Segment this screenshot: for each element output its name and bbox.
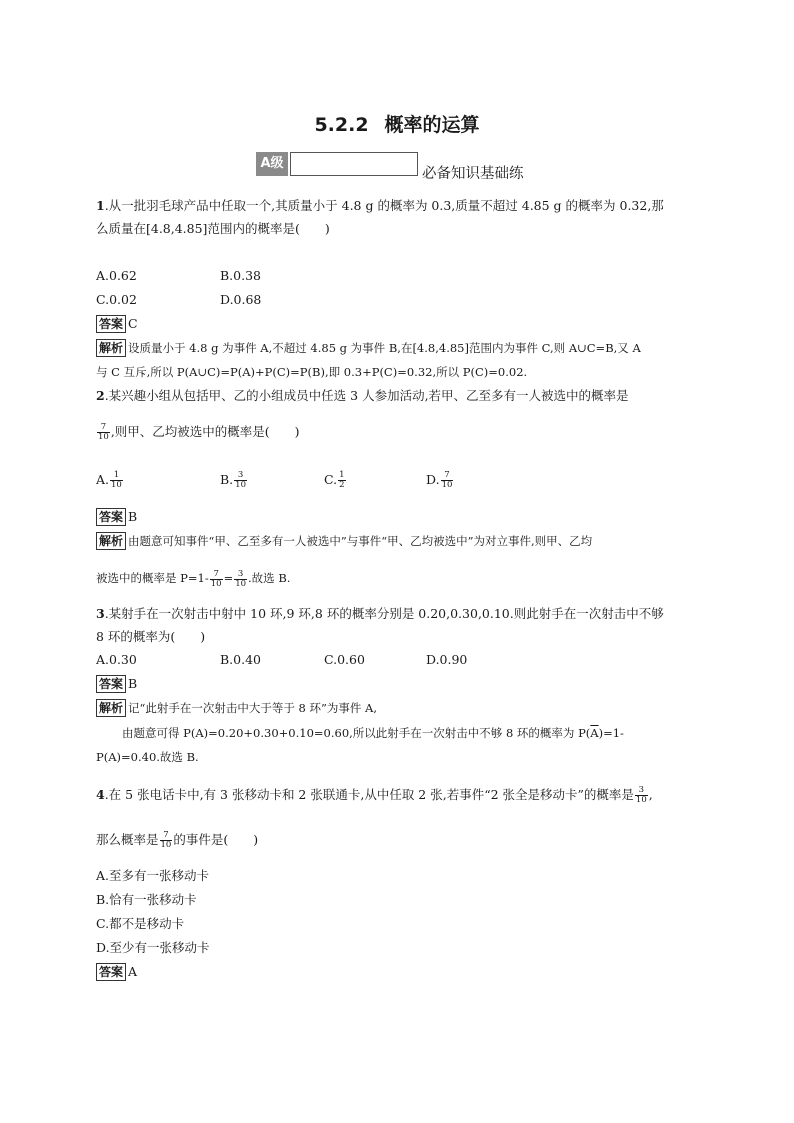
q3-analysis-line3: P(A)=0.40.故选 B. xyxy=(96,750,199,764)
q3-analysis-text-1: 记“此射手在一次射击中大于等于 8 环”为事件 A, xyxy=(128,701,378,715)
q3-stem-line2: 8 环的概率为( ) xyxy=(96,629,206,644)
q4-number: 4 xyxy=(96,787,105,802)
section-title: 概率的运算 xyxy=(384,114,480,136)
q3-option-b: B.0.40 xyxy=(220,652,261,667)
q3-text-1: .某射手在一次射击中射中 10 环,9 环,8 环的概率分别是 0.20,0.30,0.10.则此射手在一次射击中不够 xyxy=(104,606,664,621)
q4-stem-line1: 4.在 5 张电话卡中,有 3 张移动卡和 2 张联通卡,从中任取 2 张,若事件“2 张全是移动卡”的概率是 $\frac{3}{10}$ , xyxy=(96,785,653,805)
q2-answer xyxy=(96,507,137,527)
q1-option-d: D.0.68 xyxy=(220,292,262,307)
q2-text-2: ,则甲、乙均被选中的概率是( ) xyxy=(110,424,300,439)
q3-analysis-line1 xyxy=(96,698,377,718)
level-badge: A级 xyxy=(256,152,288,176)
q3-analysis-line2: 由题意可得 P(A)=0.20+0.30+0.10=0.60,所以此射手在一次射击中不够 8 环的概率为 $P(\overline{A})=1-$ xyxy=(122,726,624,740)
q2-text-1: .某兴趣小组从包括甲、乙的小组成员中任选 3 人参加活动,若甲、乙至多有一人被选中的概率是 xyxy=(104,388,629,403)
q2-option-a: A. $\frac{1}{10}$ xyxy=(96,470,122,490)
q4-stem-line2: 那么概率是 $\frac{7}{10}$ 的事件是( ) xyxy=(96,830,259,850)
q3-option-a: A.0.30 xyxy=(96,652,137,667)
q1-analysis-text-1: 设质量小于 4.8 g 为事件 A,不超过 4.85 g 为事件 B,在[4.8,4.85]范围内为事件 C,则 A∪C=B,又 A xyxy=(128,341,641,355)
q2-answer-value: B xyxy=(128,509,138,524)
q2-number: 2 xyxy=(96,388,105,403)
answer-tag: 答案 xyxy=(96,315,126,333)
q3-stem-line1 xyxy=(96,604,664,624)
answer-tag: 答案 xyxy=(96,508,126,526)
q1-number: 1 xyxy=(96,198,105,213)
answer-tag: 答案 xyxy=(96,675,126,693)
q2-analysis-line2: 被选中的概率是 P=1- $\frac{7}{10}$ = $\frac{3}{10}$ .故选 B. xyxy=(96,568,291,589)
q2-option-c: C. $\frac{1}{2}$ xyxy=(324,470,345,490)
q3-option-c: C.0.60 xyxy=(324,652,365,667)
q3-number: 3 xyxy=(96,606,105,621)
q3-option-d: D.0.90 xyxy=(426,652,468,667)
q1-text-1: .从一批羽毛球产品中任取一个,其质量小于 4.8 g 的概率为 0.3,质量不超过 4.85 g 的概率为 0.32,那 xyxy=(104,198,664,213)
q1-analysis-line1 xyxy=(96,338,641,358)
q2-analysis-line1 xyxy=(96,531,592,551)
q4-option-d: D.至少有一张移动卡 xyxy=(96,940,210,955)
q1-option-b: B.0.38 xyxy=(220,268,261,283)
q3-answer xyxy=(96,674,137,694)
page-title xyxy=(0,110,794,137)
q4-option-b: B.恰有一张移动卡 xyxy=(96,892,197,907)
q2-fraction: $\frac{7}{10}$ xyxy=(98,422,109,442)
q1-stem-line1 xyxy=(96,196,664,216)
q4-option-a: A.至多有一张移动卡 xyxy=(96,868,210,883)
q2-stem-line2 xyxy=(96,422,300,442)
q4-option-c: C.都不是移动卡 xyxy=(96,916,185,931)
q3-answer-value: B xyxy=(128,676,138,691)
q2-option-d: D. $\frac{7}{10}$ xyxy=(426,470,453,490)
q4-answer xyxy=(96,962,137,982)
q1-analysis-line2: 与 C 互斥,所以 P(A∪C)=P(A)+P(C)=P(B),即 0.3+P(C)=0.32,所以 P(C)=0.02. xyxy=(96,365,528,379)
section-number: 5.2.2 xyxy=(314,114,369,136)
q1-stem-line2: 么质量在[4.8,4.85]范围内的概率是( ) xyxy=(96,221,330,236)
analysis-tag: 解析 xyxy=(96,339,126,357)
q1-answer-value: C xyxy=(128,316,138,331)
q1-option-c: C.0.02 xyxy=(96,292,137,307)
q1-option-a: A.0.62 xyxy=(96,268,137,283)
q2-analysis-text-1: 由题意可知事件“甲、乙至多有一人被选中”与事件“甲、乙均被选中”为对立事件,则甲、乙均 xyxy=(128,534,593,548)
q1-answer xyxy=(96,314,138,334)
level-title: 必备知识基础练 xyxy=(422,166,524,182)
q2-stem-line1 xyxy=(96,386,629,406)
q4-answer-value: A xyxy=(128,964,138,979)
answer-tag: 答案 xyxy=(96,963,126,981)
analysis-tag: 解析 xyxy=(96,532,126,550)
q2-option-b: B. $\frac{3}{10}$ xyxy=(220,470,246,490)
level-score-box xyxy=(290,152,418,176)
analysis-tag: 解析 xyxy=(96,699,126,717)
